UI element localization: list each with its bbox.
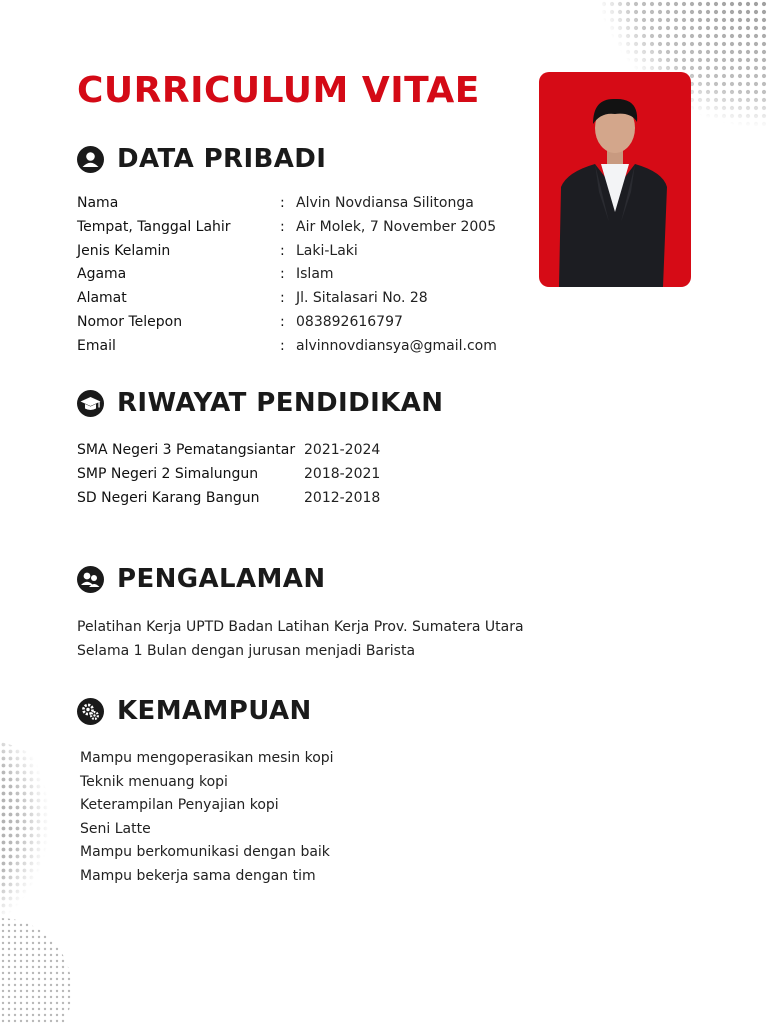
row-separator: :: [280, 242, 285, 259]
skill-item: Mampu berkomunikasi dengan baik: [80, 844, 330, 861]
row-value: Laki-Laki: [296, 242, 358, 259]
row-separator: :: [280, 313, 285, 330]
skill-item: Mampu mengoperasikan mesin kopi: [80, 750, 334, 766]
row-label: Nomor Telepon: [77, 313, 183, 330]
row-label: Email: [77, 337, 116, 354]
gears-icon: [77, 698, 104, 725]
section-kemampuan: [77, 696, 312, 726]
section-title: DATA PRIBADI: [117, 144, 327, 174]
row-separator: :: [280, 218, 285, 235]
school-years: 2021-2024: [304, 442, 381, 458]
section-riwayat-pendidikan: [77, 388, 443, 418]
school-years: 2012-2018: [304, 489, 381, 506]
row-label: Jenis Kelamin: [77, 242, 171, 259]
page-title: CURRICULUM VITAE: [77, 70, 480, 111]
row-label: Nama: [77, 195, 119, 211]
row-value: Air Molek, 7 November 2005: [296, 218, 497, 235]
experience-line: Selama 1 Bulan dengan jurusan menjadi Barista: [77, 643, 416, 659]
skills-list: [80, 747, 334, 889]
section-title: RIWAYAT PENDIDIKAN: [117, 388, 444, 418]
section-data-pribadi: [77, 144, 326, 174]
decorative-dots-bottom-left-lower: [0, 880, 80, 1024]
profile-photo: [539, 72, 691, 287]
school-name: SMA Negeri 3 Pematangsiantar: [77, 442, 296, 458]
school-name: SD Negeri Karang Bangun: [77, 489, 260, 506]
row-value: Jl. Sitalasari No. 28: [296, 290, 428, 307]
row-label: Agama: [77, 266, 127, 283]
graduation-cap-icon: [77, 390, 104, 417]
section-pengalaman: [77, 564, 325, 594]
row-separator: :: [280, 266, 285, 283]
row-value: Islam: [296, 266, 334, 283]
row-label: Alamat: [77, 290, 127, 307]
experience-line: Pelatihan Kerja UPTD Badan Latihan Kerja Prov. Sumatera Utara: [77, 619, 524, 635]
row-label: Tempat, Tanggal Lahir: [77, 218, 231, 235]
skill-item: Teknik menuang kopi: [80, 773, 228, 790]
school-name: SMP Negeri 2 Simalungun: [77, 465, 259, 482]
experience-text: [77, 615, 524, 663]
row-value: alvinnovdiansya@gmail.com: [296, 337, 497, 354]
row-separator: :: [280, 195, 285, 211]
section-title: PENGALAMAN: [117, 564, 326, 594]
skill-item: Mampu bekerja sama dengan tim: [80, 867, 316, 884]
people-icon: [77, 566, 104, 593]
row-value: Alvin Novdiansa Silitonga: [296, 195, 474, 211]
school-years: 2018-2021: [304, 465, 381, 482]
skill-item: Keterampilan Penyajian kopi: [80, 797, 279, 814]
row-separator: :: [280, 337, 285, 354]
section-title: KEMAMPUAN: [117, 696, 312, 726]
user-icon: [77, 146, 104, 173]
skill-item: Seni Latte: [80, 820, 151, 837]
row-value: 083892616797: [296, 313, 403, 330]
row-separator: :: [280, 290, 285, 307]
